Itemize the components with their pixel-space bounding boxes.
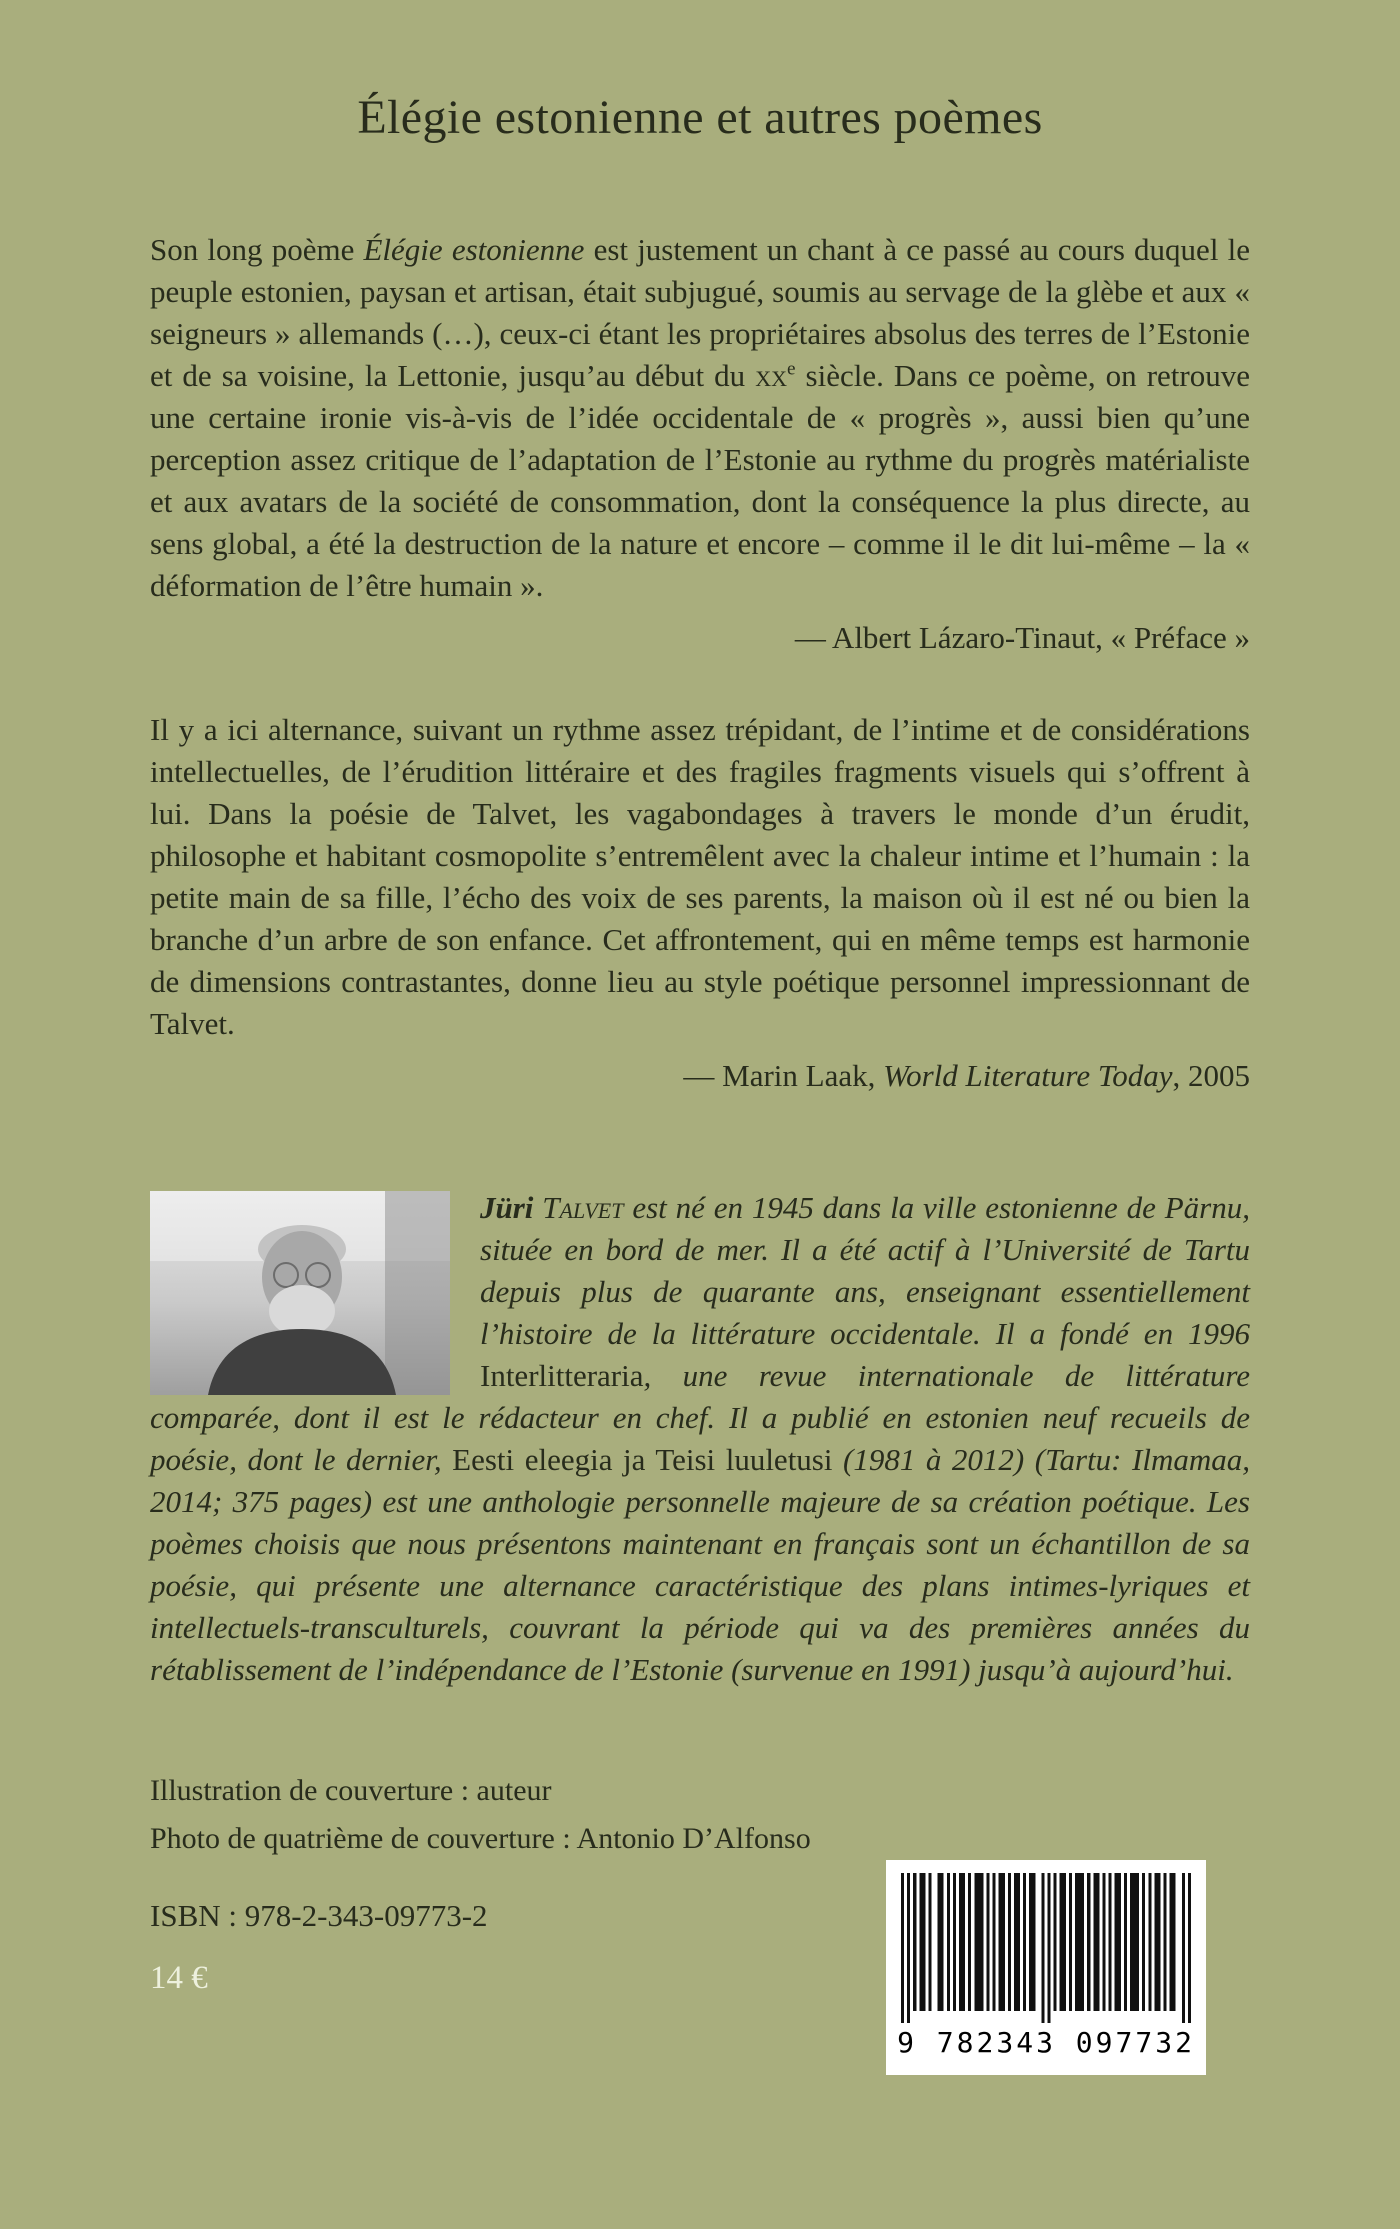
preface-attribution: — Albert Lázaro-Tinaut, « Préface » [794, 620, 1250, 655]
review-attribution-year: , 2005 [1172, 1058, 1250, 1093]
review-attribution [150, 1055, 1250, 1097]
preface-quote-text: siècle. Dans ce poème, on retrouve une certaine ironie vis-à-vis de l’idée occidentale de « progrès », aussi bien qu’une perception assez critique de l’adaptation de l’Estonie au rythme du progrès matérialiste et aux avatars de la société de consommation, dont la conséquence la plus directe, au sens global, a été la destruction de la nature et encore – comme il le dit lui-même – la « déformation de l’être humain ». [150, 358, 1250, 603]
journal-founded-mention: Interlitteraria [480, 1358, 644, 1393]
preface-quote-text: Son long poème [150, 232, 364, 267]
review-attribution-text: — Marin Laak, [683, 1058, 884, 1093]
journal-title-mention: World Literature Today [883, 1058, 1173, 1093]
author-bio [150, 1187, 1250, 1691]
century-smallcaps: xx [755, 358, 787, 393]
review-quote: Il y a ici alternance, suivant un rythme assez trépidant, de l’intime et de considérations intellectuelles, de l’érudition littéraire et des fragiles fragments visuels qui s’offrent à lui. Dans la poésie de Talvet, les vagabondages à travers le monde d’un érudit, philosophe et habitant cosmopolite s’entremêlent avec la chaleur intime et l’humain : la petite main de sa fille, l’écho des voix de ses parents, la maison où il est né ou bien la branche d’un arbre de son enfance. Cet affrontement, qui en même temps est harmonie de dimensions contrastantes, donne lieu au style poétique personnel impressionnant de Talvet. [150, 712, 1250, 1041]
barcode-number: 9 782343 097732 [897, 2026, 1195, 2059]
isbn: ISBN : 978-2-343-09773-2 [150, 1898, 488, 1933]
author-first-name: Jüri [480, 1190, 543, 1225]
barcode [886, 1860, 1206, 2075]
author-bio-text: , une revue internationale de littérature comparée, dont il est le rédacteur en chef. Il a publié en estonien neuf recueils de poésie, dont le dernier, [150, 1358, 1250, 1477]
estonian-book-title-mention: Eesti eleegia ja Teisi luuletusi [452, 1442, 833, 1477]
barcode-bars-icon [901, 1873, 1191, 2023]
author-last-name: Talvet [542, 1190, 624, 1225]
cover-credit-photo: Photo de quatrième de couverture : Antonio D’Alfonso [150, 1822, 811, 1855]
author-bio-text: est né en 1945 dans la ville estonienne de Pärnu, située en bord de mer. Il a été actif à l’Université de Tartu depuis plus de quarante ans, enseignant essentiellement l’histoire de la littérature occidentale. Il a fondé en 1996 [480, 1190, 1250, 1351]
author-photo [150, 1191, 450, 1395]
author-bio-text: (1981 à 2012) (Tartu: Ilmamaa, 2014; 375 pages) est une anthologie personnelle majeure de sa création poétique. Les poèmes choisis que nous présentons maintenant en français sont un échantillon de sa poésie, qui présente une alternance caractéristique des plans intimes-lyriques et intellectuels-transculturels, couvrant la période qui va des premières années du rétablissement de l’indépendance de l’Estonie (survenue en 1991) jusqu’à aujourd’hui. [150, 1442, 1251, 1687]
book-title: Élégie estonienne et autres poèmes [357, 91, 1043, 144]
price: 14 € [150, 1960, 208, 1996]
cover-credit-illustration: Illustration de couverture : auteur [150, 1774, 552, 1807]
preface-quote-text: est justement un chant à ce passé au cours duquel le peuple estonien, paysan et artisan, était subjugué, soumis au servage de la glèbe et aux « seigneurs » allemands (…), ceux-ci étant les propriétaires absolus des terres de l’Estonie et de sa voisine, la Lettonie, jusqu’au début du [150, 232, 1250, 393]
book-title-mention: Élégie estonienne [363, 232, 585, 267]
century-superscript: e [786, 358, 796, 380]
preface-quote [150, 229, 1250, 607]
